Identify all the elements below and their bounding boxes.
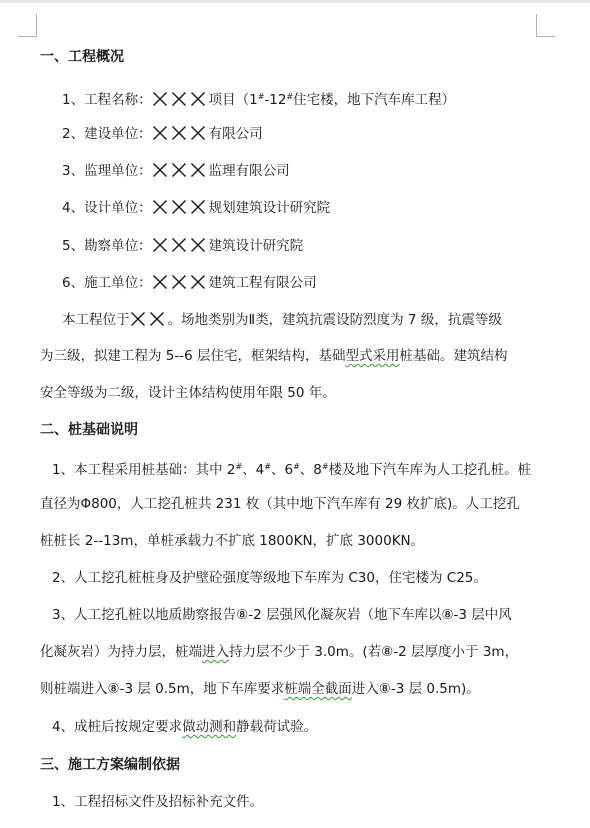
list-item-basis-1[interactable]: 1、工程招标文件及招标补充文件。: [52, 794, 264, 810]
x-mark-icon: [152, 162, 168, 178]
redacted-x-marks: [152, 200, 209, 216]
x-mark-icon: [171, 125, 187, 141]
item-label: 4、设计单位：: [62, 200, 152, 216]
spellcheck-underline: 型式采用: [345, 348, 400, 364]
redacted-x-marks: [152, 275, 209, 291]
section-heading-pile-foundation: 二、桩基础说明: [40, 422, 138, 438]
redacted-x-marks: [130, 312, 168, 328]
x-mark-icon: [149, 311, 165, 327]
paragraph-site-line1[interactable]: 本工程位于 。场地类别为Ⅱ类，建筑抗震设防烈度为 7 级，抗震等级: [62, 312, 502, 328]
x-mark-icon: [171, 91, 187, 107]
x-mark-icon: [152, 125, 168, 141]
paragraph-pile-1-line3[interactable]: 桩桩长 2--13m，单桩承载力不扩底 1800KN，扩底 3000KN。: [40, 533, 425, 549]
x-mark-icon: [152, 91, 168, 107]
x-mark-icon: [171, 237, 187, 253]
item-label: 3、监理单位：: [62, 163, 152, 179]
x-mark-icon: [152, 199, 168, 215]
list-item-supervisor[interactable]: 3、监理单位： 监理有限公司: [62, 163, 290, 179]
x-mark-icon: [152, 237, 168, 253]
margin-corner-mark-left: [18, 14, 37, 37]
item-label: 2、建设单位：: [62, 126, 152, 142]
paragraph-pile-2[interactable]: 2、人工挖孔桩桩身及护壁砼强度等级地下车库为 C30，住宅楼为 C25。: [52, 570, 487, 586]
item-label: 1、工程名称：: [62, 92, 152, 108]
x-mark-icon: [190, 91, 206, 107]
x-mark-icon: [190, 274, 206, 290]
x-mark-icon: [190, 162, 206, 178]
list-item-client[interactable]: 2、建设单位： 有限公司: [62, 126, 263, 142]
redacted-x-marks: [152, 92, 209, 108]
spellcheck-underline: 桩端全截面: [284, 681, 352, 697]
spellcheck-underline: 进入: [202, 644, 229, 660]
redacted-x-marks: [152, 238, 209, 254]
x-mark-icon: [171, 162, 187, 178]
x-mark-icon: [171, 274, 187, 290]
redacted-x-marks: [152, 126, 209, 142]
list-item-survey[interactable]: 5、勘察单位： 建筑设计研究院: [62, 238, 304, 254]
list-item-designer[interactable]: 4、设计单位： 规划建筑设计研究院: [62, 200, 331, 216]
x-mark-icon: [171, 199, 187, 215]
x-mark-icon: [130, 311, 146, 327]
paragraph-pile-3-line1[interactable]: 3、人工挖孔桩以地质勘察报告⑧-2 层强风化凝灰岩（地下车库以⑧-3 层中风: [52, 607, 512, 623]
paragraph-pile-1-line1[interactable]: 1、本工程采用桩基础：其中 2#、4#、6#、8#楼及地下汽车库为人工挖孔桩。桩: [52, 462, 532, 478]
paragraph-pile-4[interactable]: 4、成桩后按规定要求做动测和静载荷试验。: [52, 719, 318, 735]
item-label: 6、施工单位：: [62, 275, 152, 291]
x-mark-icon: [152, 274, 168, 290]
spellcheck-underline: 做动测和: [182, 719, 237, 735]
x-mark-icon: [190, 237, 206, 253]
paragraph-site-line3[interactable]: 安全等级为二级，设计主体结构使用年限 50 年。: [40, 385, 336, 401]
paragraph-pile-3-line2[interactable]: 化凝灰岩）为持力层，桩端进入持力层不少于 3.0m。(若⑧-2 层厚度小于 3m，: [40, 644, 519, 660]
section-heading-basis: 三、施工方案编制依据: [40, 757, 180, 773]
redacted-x-marks: [152, 163, 209, 179]
x-mark-icon: [190, 199, 206, 215]
paragraph-site-line2[interactable]: 为三级，拟建工程为 5--6 层住宅，框架结构，基础型式采用桩基础。建筑结构: [40, 348, 508, 364]
item-label: 5、勘察单位：: [62, 238, 152, 254]
section-heading-overview: 一、工程概况: [40, 49, 124, 65]
list-item-contractor[interactable]: 6、施工单位： 建筑工程有限公司: [62, 275, 317, 291]
margin-corner-mark-right: [536, 14, 555, 37]
page-top-edge: [0, 0, 590, 3]
list-item-project-name[interactable]: 1、工程名称： 项目（1#-12#住宅楼，地下汽车库工程）: [62, 92, 456, 108]
paragraph-pile-1-line2[interactable]: 直径为Φ800，人工挖孔桩共 231 枚（其中地下汽车库有 29 枚扩底)。人工挖孔: [40, 496, 520, 512]
paragraph-pile-3-line3[interactable]: 则桩端进入⑧-3 层 0.5m，地下车库要求桩端全截面进入⑧-3 层 0.5m)。: [40, 681, 480, 697]
x-mark-icon: [190, 125, 206, 141]
